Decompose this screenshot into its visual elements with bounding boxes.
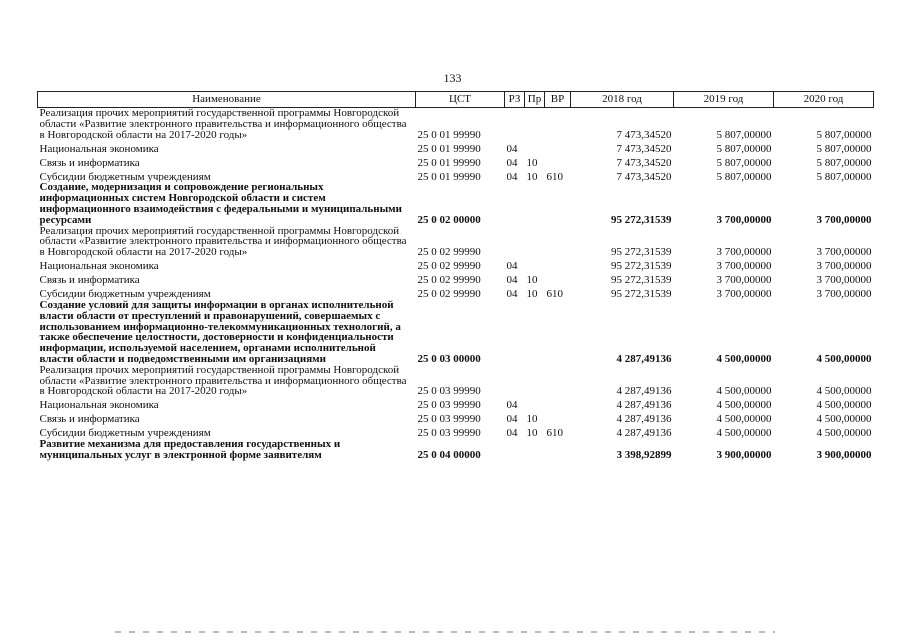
row-pr: 10: [526, 156, 538, 169]
table-row: [38, 226, 874, 258]
row-2020: 3 700,00000: [816, 213, 872, 226]
row-name: Развитие механизма для предоставления государственных и муниципальных услуг в электронной форме заявителям: [39, 439, 341, 461]
row-vr: [545, 182, 571, 225]
row-rz: 04: [506, 288, 518, 300]
row-2020: 5 807,00000: [816, 170, 872, 183]
row-pr: 10: [526, 427, 538, 440]
budget-table: [37, 91, 874, 461]
table-row: [38, 154, 874, 168]
row-name: Создание, модернизация и сопровождение региональных информационных систем Новгородской области и систем информационного взаимодействия с федеральными и муниципальными ресурсами: [39, 182, 403, 226]
row-2020: 5 807,00000: [816, 156, 872, 169]
table-row: [38, 439, 874, 461]
row-rz: [505, 108, 525, 141]
header-rz: РЗ: [505, 92, 525, 108]
row-pr: [525, 226, 545, 258]
row-2018: 95 272,31539: [611, 246, 672, 258]
row-pr: 10: [526, 288, 538, 300]
row-cst: 25 0 02 99990: [417, 288, 481, 300]
row-2020: 5 807,00000: [816, 142, 872, 155]
row-name: Реализация прочих мероприятий государственной программы Новгородской области «Развитие электронного правительства и информационного общества в Новгородской области на 2017-2020 годы»: [39, 107, 407, 141]
row-name: Реализация прочих мероприятий государственной программы Новгородской области «Развитие электронного правительства и информационного общества в Новгородской области на 2017-2020 годы»: [39, 225, 407, 258]
table-row: [38, 168, 874, 182]
row-vr: [545, 439, 571, 461]
row-2019: 5 807,00000: [716, 142, 772, 155]
row-rz: [505, 226, 525, 258]
header-2018: 2018 год: [571, 92, 674, 108]
row-vr: [545, 226, 571, 258]
row-2019: 3 700,00000: [716, 246, 772, 258]
row-cst: 25 0 01 99990: [417, 128, 481, 141]
row-2018: 95 272,31539: [611, 260, 672, 272]
row-vr: [545, 258, 571, 272]
row-2019: 3 700,00000: [716, 288, 772, 300]
row-2019: 4 500,00000: [716, 385, 772, 398]
row-2018: 4 287,49136: [616, 385, 672, 398]
row-rz: [505, 439, 525, 461]
table-row: [38, 258, 874, 272]
row-rz: 04: [506, 274, 518, 286]
row-cst: 25 0 03 99990: [417, 427, 481, 440]
table-row: [38, 411, 874, 425]
row-2018: 7 473,34520: [616, 156, 672, 169]
row-vr: [545, 108, 571, 141]
row-2020: 3 900,00000: [816, 448, 872, 461]
row-2019: 4 500,00000: [716, 427, 772, 440]
row-2020: 4 500,00000: [816, 413, 872, 426]
header-2020: 2020 год: [774, 92, 874, 108]
row-2019: 4 500,00000: [716, 413, 772, 426]
row-2018: 95 272,31539: [611, 274, 672, 286]
row-2020: 4 500,00000: [816, 399, 872, 412]
row-rz: 04: [506, 399, 518, 412]
row-2020: 3 700,00000: [816, 260, 872, 272]
row-2020: 3 700,00000: [816, 274, 872, 286]
header-pr: Пр: [525, 92, 545, 108]
table-row: [38, 140, 874, 154]
row-2020: 3 700,00000: [816, 288, 872, 300]
table-row: [38, 286, 874, 300]
row-2019: 3 700,00000: [716, 213, 772, 226]
row-pr: 10: [526, 170, 538, 183]
row-cst: 25 0 03 99990: [417, 413, 481, 426]
row-vr: 610: [546, 427, 563, 440]
row-2018: 4 287,49136: [616, 352, 672, 365]
row-cst: 25 0 03 99990: [417, 385, 481, 398]
row-name: Связь и информатика: [39, 274, 140, 286]
table-row: [38, 397, 874, 411]
row-vr: [545, 154, 571, 168]
row-name: Связь и информатика: [39, 156, 140, 169]
row-cst: 25 0 03 00000: [417, 352, 481, 365]
row-vr: [545, 397, 571, 411]
row-vr: [545, 140, 571, 154]
row-cst: 25 0 03 99990: [417, 399, 481, 412]
row-cst: 25 0 01 99990: [417, 170, 481, 183]
row-cst: 25 0 02 00000: [417, 213, 481, 226]
row-name: Реализация прочих мероприятий государственной программы Новгородской области «Развитие электронного правительства и информационного общества в Новгородской области на 2017-2020 годы»: [39, 364, 407, 398]
table-row: [38, 182, 874, 225]
table-row: [38, 108, 874, 141]
row-cst: 25 0 02 99990: [417, 274, 481, 286]
row-rz: 04: [506, 427, 518, 440]
row-rz: 04: [506, 413, 518, 426]
table-row: [38, 425, 874, 439]
row-name: Субсидии бюджетным учреждениям: [39, 427, 211, 440]
row-pr: [525, 439, 545, 461]
row-name: Национальная экономика: [39, 142, 159, 155]
table-row: [38, 365, 874, 397]
row-2019: 4 500,00000: [716, 399, 772, 412]
scan-artifact-line: [115, 631, 775, 633]
row-pr: [525, 108, 545, 141]
row-2020: 4 500,00000: [816, 427, 872, 440]
row-2018: 95 272,31539: [611, 288, 672, 300]
row-name: Субсидии бюджетным учреждениям: [39, 170, 211, 183]
row-2018: 4 287,49136: [616, 413, 672, 426]
row-2018: 7 473,34520: [616, 170, 672, 183]
row-rz: [505, 182, 525, 225]
header-cst: ЦСТ: [416, 92, 505, 108]
row-vr: [545, 300, 571, 365]
row-pr: [525, 258, 545, 272]
row-vr: 610: [546, 288, 563, 300]
row-rz: [505, 365, 525, 397]
row-cst: 25 0 02 99990: [417, 260, 481, 272]
row-name: Субсидии бюджетным учреждениям: [39, 288, 211, 300]
header-name: Наименование: [38, 92, 416, 108]
row-2020: 3 700,00000: [816, 246, 872, 258]
table-row: [38, 272, 874, 286]
row-2018: 95 272,31539: [611, 213, 672, 226]
row-vr: [545, 411, 571, 425]
row-2019: 3 700,00000: [716, 274, 772, 286]
row-name: Связь и информатика: [39, 413, 140, 426]
row-pr: 10: [526, 413, 538, 426]
row-rz: [505, 300, 525, 365]
table-header-row: [38, 92, 874, 108]
row-cst: 25 0 01 99990: [417, 142, 481, 155]
row-name: Создание условий для защиты информации в органах исполнительной власти области от преступлений и правонарушений, совершаемых с использованием информационно-телекоммуникационных технологий, а также обеспечение целостности, достоверности и конфиденциальности информации, используемой населением, органами исполнительной власти области и подведомственными им организациями: [39, 299, 401, 365]
row-2018: 7 473,34520: [616, 128, 672, 141]
row-2019: 5 807,00000: [716, 156, 772, 169]
row-2018: 7 473,34520: [616, 142, 672, 155]
row-2019: 3 900,00000: [716, 448, 772, 461]
row-2019: 3 700,00000: [716, 260, 772, 272]
row-pr: [525, 182, 545, 225]
row-rz: 04: [506, 142, 518, 155]
row-cst: 25 0 04 00000: [417, 448, 481, 461]
header-2019: 2019 год: [674, 92, 774, 108]
row-rz: 04: [506, 156, 518, 169]
page-number: 133: [443, 71, 462, 85]
header-vr: ВР: [545, 92, 571, 108]
row-pr: 10: [526, 274, 538, 286]
row-2020: 4 500,00000: [816, 352, 872, 365]
row-vr: 610: [546, 170, 563, 183]
row-2019: 5 807,00000: [716, 170, 772, 183]
row-vr: [545, 365, 571, 397]
row-2020: 5 807,00000: [816, 128, 872, 141]
row-pr: [525, 365, 545, 397]
row-2020: 4 500,00000: [816, 385, 872, 398]
row-2018: 3 398,92899: [616, 448, 672, 461]
table-row: [38, 300, 874, 365]
row-2019: 5 807,00000: [716, 128, 772, 141]
row-rz: 04: [506, 170, 518, 183]
row-vr: [545, 272, 571, 286]
row-pr: [525, 300, 545, 365]
row-2018: 4 287,49136: [616, 427, 672, 440]
row-2018: 4 287,49136: [616, 399, 672, 412]
row-pr: [525, 397, 545, 411]
row-name: Национальная экономика: [39, 260, 159, 272]
row-2019: 4 500,00000: [716, 352, 772, 365]
row-cst: 25 0 01 99990: [417, 156, 481, 169]
row-pr: [525, 140, 545, 154]
row-cst: 25 0 02 99990: [417, 246, 481, 258]
row-rz: 04: [506, 260, 518, 272]
row-name: Национальная экономика: [39, 399, 159, 412]
